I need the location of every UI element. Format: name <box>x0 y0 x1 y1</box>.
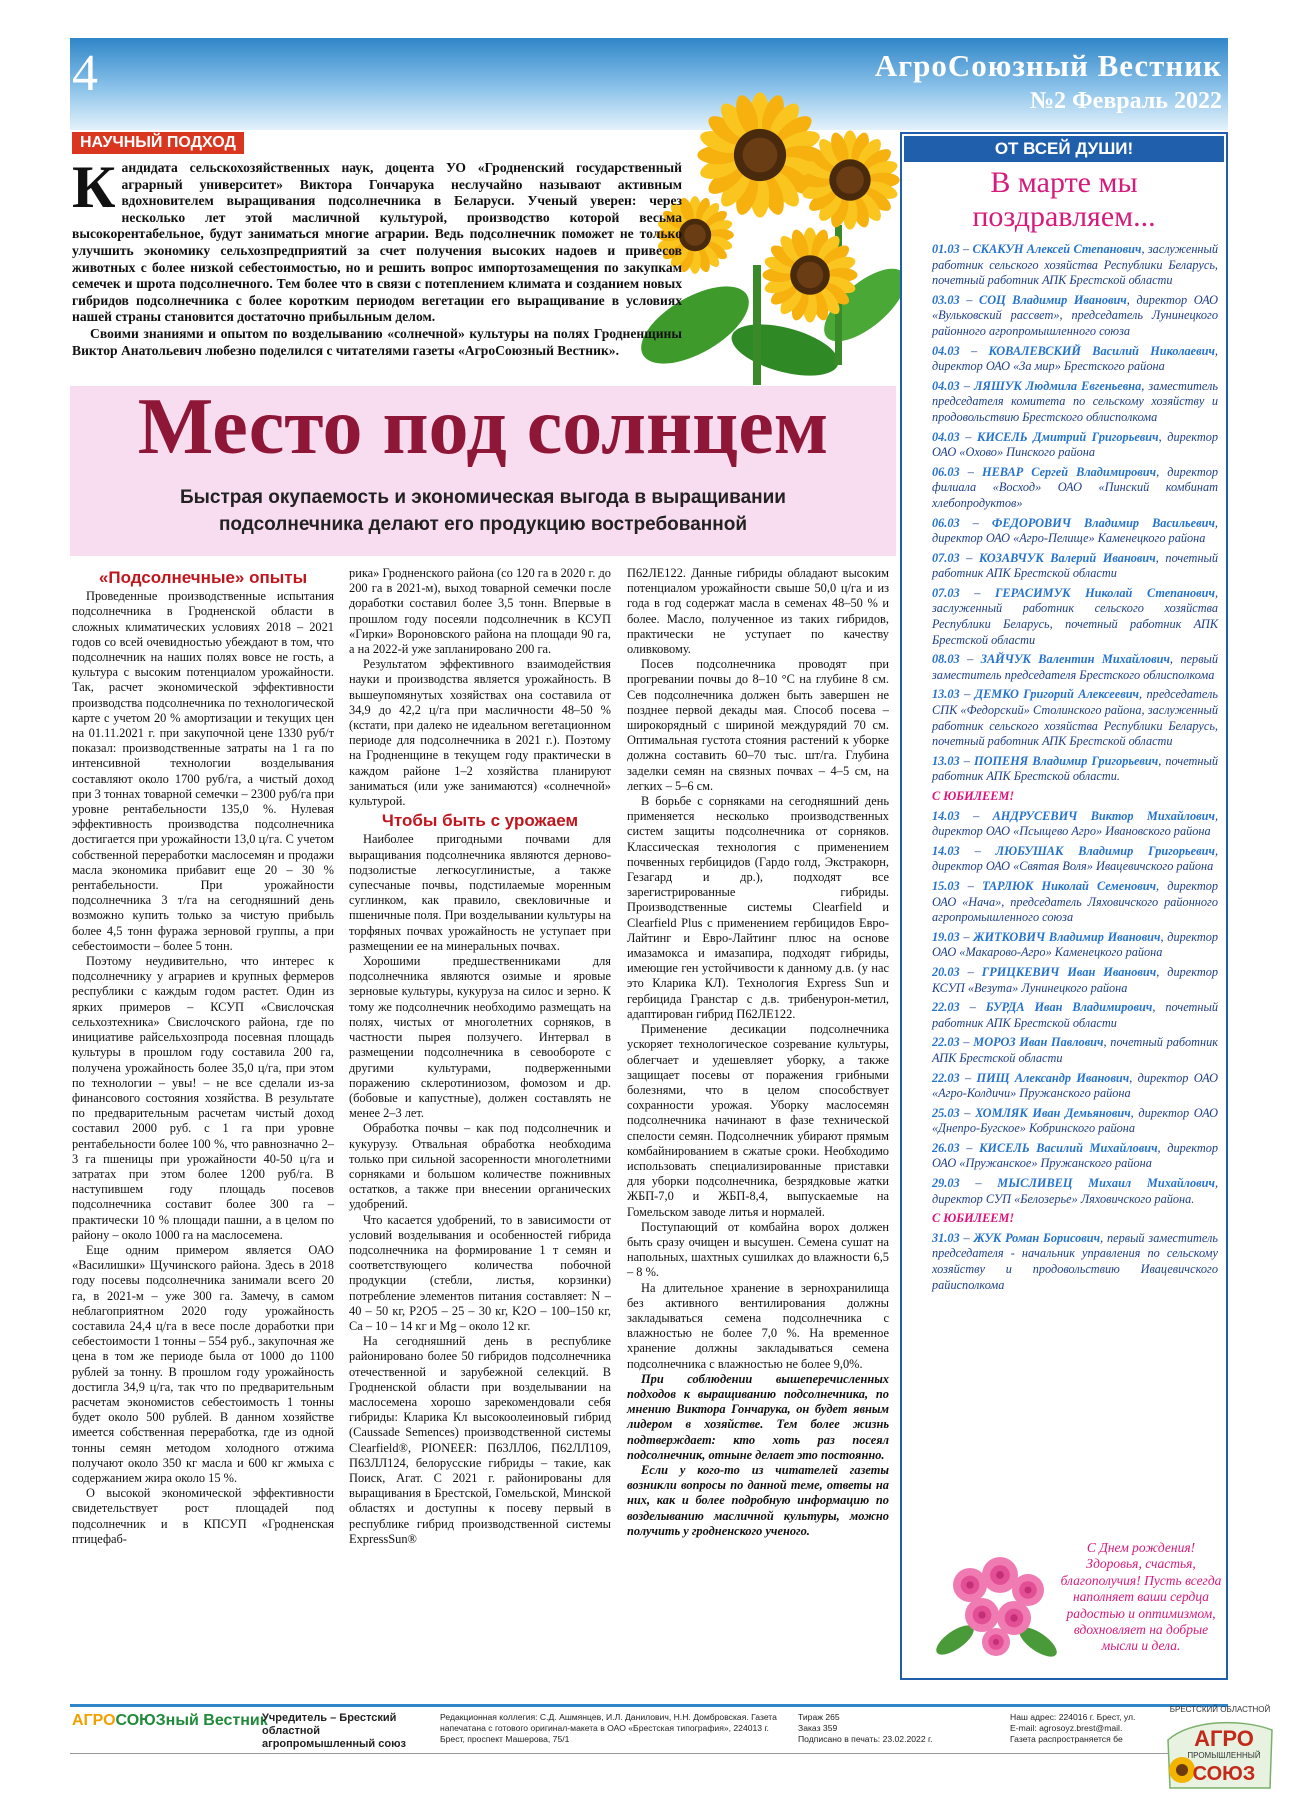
paragraph: Если у кого-то из читателей газеты возникли вопросы по данной теме, ответы на них, как и более подробную информацию по возделыванию масличной культуры, можно получить у гродненского ученого. <box>627 1462 889 1538</box>
logo-soyuz: СОЮЗ <box>115 1712 166 1729</box>
sunflower-head <box>697 92 822 217</box>
greeting-date: 08.03 <box>932 652 960 667</box>
greeting-name: БУРДА Иван Владимирович <box>985 1000 1153 1015</box>
greeting-date: 26.03 <box>932 1140 960 1155</box>
article-headline: Место под солнцем <box>137 383 829 471</box>
greeting-position: директор КСУП «Везута» Лунинецкого района <box>932 964 1218 995</box>
lead-paragraph: андидата сельскохозяйственных наук, доцента УО «Гродненский государственный аграрный университет» Виктора Гончарука неслучайно называют активным вдохновителем выращивания подсолнечника в Беларуси. Ученый уверен: через несколько лет этой масличной культурой, производство которой весьма высокорентабельное, будут заниматься многие аграрии. Ведь подсолнечник поможет не только улучшить экономику сельхозпредприятий за счет получения высоких надоев и привесов животных с более низкой себестоимостью, но и решить вопрос импортозамещения по закупкам семечек и шрота подсолнечного. Тем более что в связи с потеплением климата и созданием новых гибридов подсолнечника с более коротким периодом вегетации его выращивание в условиях нашей страны становится достаточно прибыльным делом. <box>72 160 682 325</box>
paragraph: Обработка почвы – как под подсолнечник и кукурузу. Отвальная обработка необходима только при сильной засоренности многолетними сорняками и большом количестве пожнивных остатков, а также при внесении органических удобрений. <box>349 1121 611 1212</box>
greeting-entry: 29.03 – МЫСЛИВЕЦ Михаил Михайлович, директор СУП «Белозерье» Ляховичского района. <box>932 1176 1219 1206</box>
greeting-entry: 13.03 – ДЕМКО Григорий Алексеевич, председатель СПК «Федорский» Столинского района, заслуженный работник сельского хозяйства Республики Беларусь, почетный работник АПК Брестской области <box>932 687 1218 749</box>
greeting-date: 22.03 <box>932 1000 960 1015</box>
greeting-name: ЗАЙЧУК Валентин Михайлович <box>980 652 1170 667</box>
greeting-entry: 22.03 – ПИЩ Александр Иванович, директор ОАО «Агро-Колдичи» Пружанского района <box>932 1070 1218 1101</box>
contact-info <box>1010 1712 1160 1745</box>
greeting-date: 31.03 <box>932 1230 960 1245</box>
order-number: Заказ 359 <box>798 1723 838 1733</box>
greeting-entry: 06.03 – НЕВАР Сергей Владимирович, директор филиала «Восход» ОАО «Пинский комбинат хлебопродуктов» <box>932 464 1218 510</box>
lead-paragraph: Своими знаниями и опытом по возделыванию «солнечной» культуры на полях Гродненщины Виктор Анатольевич любезно поделился с читателями газеты «АгроСоюзный Вестник». <box>72 325 682 358</box>
greeting-position: директор СУП «Белозерье» Ляховичского района. <box>932 1191 1195 1206</box>
greeting-entry: 14.03 – ЛЮБУШАК Владимир Григорьевич, директор ОАО «Святая Воля» Ивацевичского района <box>932 843 1219 874</box>
greeting-name: ЛЮБУШАК Владимир Григорьевич <box>995 843 1215 858</box>
greeting-entry: 19.03 – ЖИТКОВИЧ Владимир Иванович, директор ОАО «Макарово-Агро» Каменецкого района <box>932 929 1219 960</box>
email-address: E-mail: agrosoyz.brest@mail. <box>1010 1723 1123 1733</box>
article-column-1 <box>72 566 334 1547</box>
newspaper-title: АгроСоюзный Вестник <box>874 48 1222 83</box>
sidebar-rubric: ОТ ВСЕЙ ДУШИ! <box>904 136 1224 162</box>
paragraph: Поэтому неудивительно, что интерес к подсолнечнику у аграриев и крупных фермеров республики с каждым годом растет. Один из ярких примеров – КСУП «Свислочская сельхозтехника» Свислочского района, где по инициативе райсельхозпрода посевная площадь культуры в прошлом году составила 200 га, получена урожайность более 35,0 ц/га, при этом по технологии – увы! – не все сделали из-за финансового состояния хозяйства. В результате по предварительным расчетам чистый доход составил 2000 руб. с 1 га при уровне рентабельности более 100 %, что равнозначно 2–3 га пшеницы при урожайности 40-50 ц/га и затратах при этом более 1200 руб/га. В наступившем году площадь посевов подсолнечника составит более 300 га – практически 10 % площади пашни, а в целом по району – около 1000 га на маслосемена. <box>72 954 334 1242</box>
greeting-date: 07.03 <box>932 550 960 565</box>
greeting-name: СОЦ Владимир Иванович <box>979 292 1127 307</box>
greeting-date: 15.03 <box>932 878 960 893</box>
paragraph: Хорошими предшественниками для подсолнечника являются озимые и яровые зерновые культуры, кукуруза на силос и зерно. К тому же подсолнечник необходимо размещать на полях, чистых от многолетних сорняков, в частности пырея ползучего. Интервал в размещении подсолнечника в севообороте с другими культурами, подверженными поражению склеротиниозом, фомозом и др. (бобовые и капустные), должен составлять не менее 2–3 лет. <box>349 954 611 1121</box>
greeting-entry: 01.03 – СКАКУН Алексей Степанович, заслуженный работник сельского хозяйства Республики Беларусь, почетный работник АПК Брестской области <box>932 242 1218 288</box>
jubilee-note: С ЮБИЛЕЕМ! <box>932 1211 1015 1226</box>
greeting-position: директор ОАО «Святая Воля» Ивацевичского района <box>932 859 1214 874</box>
greeting-name: ФЕДОРОВИЧ Владимир Васильевич <box>991 515 1215 530</box>
greeting-date: 22.03 <box>932 1035 960 1050</box>
rose-head <box>1012 1574 1044 1606</box>
article-column-2 <box>349 566 611 1547</box>
jubilee-note: С ЮБИЛЕЕМ! <box>932 789 1015 803</box>
article-lead <box>72 154 682 359</box>
greeting-entry: 04.03 – КОВАЛЕВСКИЙ Василий Николаевич, директор ОАО «За мир» Брестского района <box>932 343 1218 374</box>
greeting-date: 06.03 <box>932 464 960 479</box>
greeting-entry: 22.03 – БУРДА Иван Владимирович, почетный работник АПК Брестской области <box>932 1000 1218 1030</box>
greeting-name: МОРОЗ Иван Павлович <box>973 1035 1104 1050</box>
greeting-position: директор ОАО «Агро-Колдичи» Пружанского района <box>932 1070 1218 1101</box>
greeting-date: 20.03 <box>932 964 960 979</box>
greeting-date: 22.03 <box>932 1070 960 1085</box>
greeting-name: КОЗАВЧУК Валерий Иванович <box>979 550 1156 565</box>
greeting-entry: 07.03 – ГЕРАСИМУК Николай Степанович, заслуженный работник сельского хозяйства Республики Беларусь, почетный работник АПК Брестской области <box>932 585 1219 647</box>
greeting-position: председатель СПК «Федорский» Столинского района, заслуженный работник сельского хозяйства Республики Беларусь, почетный работник АПК Брестской области <box>932 687 1218 749</box>
greeting-position: директор ОАО «Нача», председатель Ляховичского районного агропромышленного союза <box>932 878 1219 925</box>
greeting-name: ПОПЕНЯ Владимир Григорьевич <box>974 753 1159 768</box>
greeting-entry: 08.03 – ЗАЙЧУК Валентин Михайлович, первый заместитель председателя Брестского облисполкома <box>932 652 1219 682</box>
paragraph: Применение десикации подсолнечника ускоряет технологическое созревание культуры, облегчает и удешевляет уборку, а также защищает посевы от поражения грибными болезнями, что в целом способствует сохранности урожая. Уборку маслосемян подсолнечника начинают в фазе технической спелости семян. Подсолнечник убирают прямым комбайнированием в сжатые сроки. Необходимо использовать специализированные приставки для уборки подсолнечника, безрядковые жатки ЖБП-7,0 и ЖБП-8,4, выпускаемые на Гомельском заводе литья и нормалей. <box>627 1022 889 1219</box>
section-heading: «Подсолнечные» опыты <box>98 568 308 587</box>
logo-caption-main: АГРО <box>1194 1726 1254 1751</box>
article-column-3 <box>627 566 889 1539</box>
greeting-entry: 20.03 – ГРИЦКЕВИЧ Иван Иванович, директор КСУП «Везута» Лунинецкого района <box>932 964 1218 995</box>
paragraph: На сегодняшний день в республике районировано более 50 гибридов подсолнечника отечественной и зарубежной селекций. В Гродненской области при возделывании на маслосемена хорошо зарекомендовали себя гибриды: Кларика Кл высокоолеиновый гибрид (Caussade Semences) производственной системы Clearfield®, PIONEER: П63ЛЛ06, П62ЛЛ109, П63ЛЛ124, белорусские гибриды – такие, как Поиск, Агат. С 2021 г. районированы для выращивания в Брестской, Гомельской, Минской областях и доступны к посеву первый в республике гибрид производственной системы ExpressSun® <box>349 1334 611 1546</box>
logo-vestnik: ный Вестник <box>165 1712 268 1729</box>
greeting-date: 06.03 <box>932 515 960 530</box>
newspaper-logo <box>72 1712 268 1730</box>
greeting-entry: 14.03 – АНДРУСЕВИЧ Виктор Михайлович, директор ОАО «Псыщево Агро» Ивановского района <box>932 808 1219 839</box>
greeting-position: директор ОАО «Вульковский рассвет», председатель Лунинецкого районного агропромышленного союза <box>932 292 1218 338</box>
logo-caption-top: БРЕСТСКИЙ ОБЛАСТНОЙ <box>1169 1705 1271 1714</box>
greeting-name: СКАКУН Алексей Степанович <box>972 242 1142 256</box>
greeting-name: КОВАЛЕВСКИЙ Василий Николаевич <box>988 343 1215 358</box>
greeting-entry: 31.03 – ЖУК Роман Борисович, первый заместитель председателя - начальник управления по сельскому хозяйству и продовольствию Ивацевичского райисполкома <box>932 1230 1218 1292</box>
greeting-position: директор ОАО «Агро-Пелище» Каменецкого района <box>932 531 1206 546</box>
greeting-entry: 26.03 – КИСЕЛЬ Василий Михайлович, директор ОАО «Пружанское» Пружанского района <box>932 1140 1218 1171</box>
greeting-position: первый заместитель председателя - начальник управления по сельскому хозяйству и продовольствию Ивацевичского райисполкома <box>932 1230 1218 1292</box>
page-number: 4 <box>72 45 98 102</box>
rose-head <box>953 1568 987 1602</box>
greeting-entry: 06.03 – ФЕДОРОВИЧ Владимир Васильевич, директор ОАО «Агро-Пелище» Каменецкого района <box>932 515 1218 546</box>
greeting-date: 04.03 <box>932 378 960 393</box>
greeting-date: 25.03 <box>932 1105 960 1120</box>
rose-head <box>982 1628 1010 1656</box>
paragraph: Результатом эффективного взаимодействия науки и производства является урожайность. В вышеупомянутых хозяйствах она составила от 34,9 до 42,2 ц/га при масличности 48–50 % (кстати, при далеко не идеальном вегетационном периоде для подсолнечника в 2021 г.). Поэтому на Гродненщине в текущем году практически в каждом районе 1–2 хозяйства планируют заниматься (или уже занимаются) «солнечной» культурой. <box>349 657 611 809</box>
paragraph: рика» Гродненского района (со 120 га в 2020 г. до 200 га в 2021-м), выход товарной семечки после доработки составил более 3,5 тонн. Впервые в прошлом году посеяли подсолнечник в КСУП «Гирки» Вороновского района на площади 90 га, а на 2022-й уже запланировано 200 га. <box>349 566 611 657</box>
greeting-name: ТАРЛЮК Николай Семенович <box>982 878 1157 893</box>
greeting-entry: 04.03 – ЛЯШУК Людмила Евгеньевна, заместитель председателя комитета по сельскому хозяйству и продовольствию Брестского облисполкома <box>932 378 1218 424</box>
greeting-entry: 15.03 – ТАРЛЮК Николай Семенович, директор ОАО «Нача», председатель Ляховичского районного агропромышленного союза <box>932 878 1219 925</box>
greeting-position: директор ОАО «Охово» Пинского района <box>932 429 1218 460</box>
greeting-position: почетный работник АПК Брестской области. <box>932 753 1218 784</box>
logo-agro: АГРО <box>72 1712 116 1729</box>
greeting-position: почетный работник АПК Брестской области <box>932 1035 1218 1065</box>
paragraph: Что касается удобрений, то в зависимости от условий возделывания и особенностей гибрида подсолнечника на формирование 1 т семян и соответствующего количества побочной продукции (стебли, листья, корзинки) потребление элементов питания составляет: N – 40 – 50 кг, P2O5 – 25 – 30 кг, K2O – 100–150 кг, Ca – 10 – 14 кг и Mg – около 12 кг. <box>349 1212 611 1333</box>
agro-union-logo <box>1160 1700 1280 1794</box>
greeting-name: ДЕМКО Григорий Алексеевич <box>974 687 1140 702</box>
distribution-note: Газета распространяется бе <box>1010 1734 1123 1744</box>
greeting-position: заслуженный работник сельского хозяйства Республики Беларусь, почетный работник АПК Брестской области <box>932 242 1218 288</box>
greeting-date: 14.03 <box>932 808 960 823</box>
paragraph: При соблюдении вышеперечисленных подходов к выращиванию подсолнечника, по мнению Виктора Гончарука, он будет явным лидером в хозяйстве. Тем более жизнь подтверждает: кто хоть раз посеял подсолнечник, отныне делает это постоянно. <box>627 1371 889 1462</box>
greeting-position: директор ОАО «За мир» Брестского района <box>932 359 1165 374</box>
greeting-name: ПИЩ Александр Иванович <box>976 1070 1130 1085</box>
greeting-position: почетный работник АПК Брестской области <box>932 1000 1218 1030</box>
greeting-position: почетный работник АПК Брестской области <box>932 550 1219 581</box>
greeting-name: ЛЯШУК Людмила Евгеньевна <box>974 378 1142 393</box>
greeting-date: 13.03 <box>932 687 960 702</box>
paragraph: На длительное хранение в зернохранилища без активного вентилирования должны закладываться семена подсолнечника с влажностью не более 7,0 %. На временное хранение должны закладываться семена подсолнечника с влажностью не более 9,0%. <box>627 1280 889 1371</box>
greeting-date: 29.03 <box>932 1176 960 1191</box>
section-rubric: НАУЧНЫЙ ПОДХОД <box>72 132 244 154</box>
greeting-name: ЖИТКОВИЧ Владимир Иванович <box>973 929 1161 944</box>
greeting-position: директор филиала «Восход» ОАО «Пинский комбинат хлебопродуктов» <box>932 464 1218 510</box>
greeting-name: ГЕРАСИМУК Николай Степанович <box>994 585 1215 600</box>
rose-head <box>965 1598 999 1632</box>
paragraph: Посев подсолнечника проводят при прогревании почвы до 8–10 °С на глубине 8 см. Сев подсолнечника должен быть завершен не позднее первой декады мая. Способ посева – широкорядный с шириной междурядий 70 см. Оптимальная густота стояния растений к уборке должна составить 60–70 тыс. шт/га. Глубина заделки семян на связных почвах – 4–5 см, на легких – 5–6 см. <box>627 657 889 793</box>
greeting-date: 04.03 <box>932 343 960 358</box>
greeting-date: 13.03 <box>932 753 960 768</box>
greeting-entry: 03.03 – СОЦ Владимир Иванович, директор ОАО «Вульковский рассвет», председатель Лунинецкого районного агропромышленного союза <box>932 292 1218 338</box>
paragraph: Поступающий от комбайна ворох должен быть сразу очищен и высушен. Семена сушат на напольных, шахтных сушилках до влажности 6,5 – 8 %. <box>627 1219 889 1280</box>
article-subtitle: Быстрая окупаемость и экономическая выгода в выращивании подсолнечника делают его продукцию востребованной <box>180 487 786 535</box>
greeting-position: директор ОАО «Пружанское» Пружанского района <box>932 1140 1218 1171</box>
greeting-position: заместитель председателя комитета по сельскому хозяйству и продовольствию Брестского облисполкома <box>932 378 1218 424</box>
section-heading: Чтобы быть с урожаем <box>381 811 579 831</box>
paragraph: Наиболее пригодными почвами для выращивания подсолнечника являются дерново-подзолистые легкосуглинистые, а также супесчаные почвы, подстилаемые моренным суглинком, как правило, свекловичные и пшеничные поля. При возделывании культуры на торфяных почвах урожайность не уступает при размещении ее на минеральных почвах. <box>349 832 611 953</box>
greeting-date: 14.03 <box>932 843 960 858</box>
greeting-position: директор ОАО «Псыщево Агро» Ивановского района <box>932 824 1211 839</box>
greeting-name: ГРИЦКЕВИЧ Иван Иванович <box>981 964 1157 979</box>
greeting-name: НЕВАР Сергей Владимирович <box>982 464 1157 479</box>
greeting-name: ЖУК Роман Борисович <box>973 1230 1101 1245</box>
greeting-date: 07.03 <box>932 585 960 600</box>
greeting-entry: 07.03 – КОЗАВЧУК Валерий Иванович, почетный работник АПК Брестской области <box>932 550 1219 581</box>
paragraph: Еще одним примером является ОАО «Василишки» Щучинского района. Здесь в 2018 году посевы подсолнечника занимали всего 20 га, в 2021-м – уже 300 га. Замечу, в самом неблагоприятном 2020 году урожайность составила 24,4 ц/га в весе после доработки при себестоимости 1 тонны – 554 руб., закупочная же цена в том же периоде была от 1000 до 1100 рублей за тонну. В прошлом году урожайность достигла 34,9 ц/га, так что по предварительным расчетам экономистов себестоимость 1 тонны будет около 500 рублей. В данном хозяйстве имеется собственная переработка, где из одной тонны семян методом холодного отжима получают около 350 кг масла и 600 кг жмыха с содержанием жира около 15 %. <box>72 1242 334 1485</box>
greeting-position: директор ОАО «Макарово-Агро» Каменецкого района <box>932 929 1219 960</box>
greeting-position: директор ОАО «Днепро-Бугское» Кобринского района <box>932 1105 1218 1136</box>
greeting-name: ХОМЛЯК Иван Демьянович <box>975 1105 1131 1120</box>
paragraph: О высокой экономической эффективности свидетельствует рост площадей под подсолнечник и в КПСУП «Гродненская птицефаб- <box>72 1486 334 1546</box>
greeting-date: 03.03 <box>932 292 960 307</box>
paragraph: П62ЛЕ122. Данные гибриды обладают высоким потенциалом урожайности свыше 50,0 ц/га и из года в год содержат масла в семенах 48–50 % и более. Масло, полученное из таких гибридов, практически не уступает по качеству оливковому. <box>627 566 889 657</box>
drop-cap: К <box>72 154 116 220</box>
paragraph: Проведенные производственные испытания подсолнечника в Гродненской области в сложных климатических условиях 2018 – 2021 годов со всей очевидностью убеждают в том, что подсолнечник на наших полях вовсе не гость, а культура с высоким потенциалом урожайности. Так, расчет экономической эффективности производства подсолнечника по технологической карте с учетом 20 % амортизации и текущих цен на 01.11.2021 г. при закупочной цене 1330 руб/т показал: производственные затраты на 1 га по интенсивной технологии возделывания составляют около 1700 руб/га, а чистый доход при 3 тоннах товарной семечки – 2300 руб/га при уровне рентабельности 135,0 %. Нулевая эффективность производства подсолнечника достигается при урожайности 13,0 ц/га. С учетом собственной переработки маслосемян и продажи масла экономика прибавит еще 20 – 30 % рентабельности. При урожайности подсолнечника 3 т/га на сегодняшний день возможно купить только за чистую прибыль более 4,5 тонн фуража зерновой группы, а при себестоимости – более 5 тонн. <box>72 589 334 953</box>
greeting-position: первый заместитель председателя Брестского облисполкома <box>932 652 1219 682</box>
logo-caption-sub: ПРОМЫШЛЕННЫЙ <box>1187 1751 1261 1760</box>
editorial-info: Редакционная коллегия: С.Д. Ашмянцев, И.Л. Данилович, Н.Н. Домбровская. Газета напечатана с готового оригинал-макета в ОАО «Брестская типография», 224013 г. Брест, проспект Машерова, 75/1 <box>440 1712 777 1744</box>
logo-caption-bottom: СОЮЗ <box>1192 1763 1256 1785</box>
birthday-wish: С Днем рождения! Здоровья, счастья, благополучия! Пусть всегда наполняет ваши сердца радостью и оптимизмом, вдохновляет на добрые мысли и дела. <box>1060 1540 1222 1654</box>
roses-bouquet-icon <box>930 1540 1062 1672</box>
print-info <box>798 1712 1008 1745</box>
greeting-entry: 13.03 – ПОПЕНЯ Владимир Григорьевич, почетный работник АПК Брестской области. <box>932 753 1218 784</box>
greeting-name: КИСЕЛЬ Василий Михайлович <box>979 1140 1158 1155</box>
greeting-name: МЫСЛИВЕЦ Михаил Михайлович <box>997 1176 1215 1191</box>
issue-date: №2 Февраль 2022 <box>1029 88 1222 114</box>
greeting-entry: 04.03 – КИСЕЛЬ Дмитрий Григорьевич, директор ОАО «Охово» Пинского района <box>932 429 1218 460</box>
greeting-date: 04.03 <box>932 429 960 444</box>
greeting-entry: 22.03 – МОРОЗ Иван Павлович, почетный работник АПК Брестской области <box>932 1035 1218 1065</box>
sidebar-title: В марте мы поздравляем... <box>972 166 1156 233</box>
greeting-position: заслуженный работник сельского хозяйства Республики Беларусь, почетный работник АПК Брестской области <box>932 601 1218 647</box>
greeting-date: 19.03 <box>932 929 960 944</box>
greeting-date: 01.03 <box>932 242 960 256</box>
greeting-name: КИСЕЛЬ Дмитрий Григорьевич <box>977 429 1159 444</box>
signed-date: Подписано в печать: 23.02.2022 г. <box>798 1734 933 1744</box>
sunflower-head <box>800 130 899 229</box>
paragraph: В борьбе с сорняками на сегодняшний день применяется несколько производственных систем защиты подсолнечника от сорняков. Классическая технология с применением почвенных гербицидов (Гардо голд, Экстракорн, Гезагард и др.), подходят все зарегистрированные гибриды. Производственные системы Clearfield и Clearfield Plus с применением гербицидов Евро-Лайтинг и Евро-Лайтинг плюс на основе имазамокса и имазапира, подходят гибриды, имеющие ген устойчивости к данному д.в. (у нас это Кларика КЛ). Технология Express Sun и гербицида Гранстар с д.в. трибенурон-метил, адаптирован гибрид П62ЛЕ122. <box>627 794 889 1021</box>
greeting-entry: 25.03 – ХОМЛЯК Иван Демьянович, директор ОАО «Днепро-Бугское» Кобринского района <box>932 1105 1218 1136</box>
founder-info: Учредитель – Брестский областной агропромышленный союз <box>262 1712 406 1750</box>
greetings-list <box>932 242 1218 1297</box>
print-run: Тираж 265 <box>798 1712 840 1722</box>
greeting-name: АНДРУСЕВИЧ Виктор Михайлович <box>992 808 1215 823</box>
postal-address: Наш адрес: 224016 г. Брест, ул. <box>1010 1712 1136 1722</box>
